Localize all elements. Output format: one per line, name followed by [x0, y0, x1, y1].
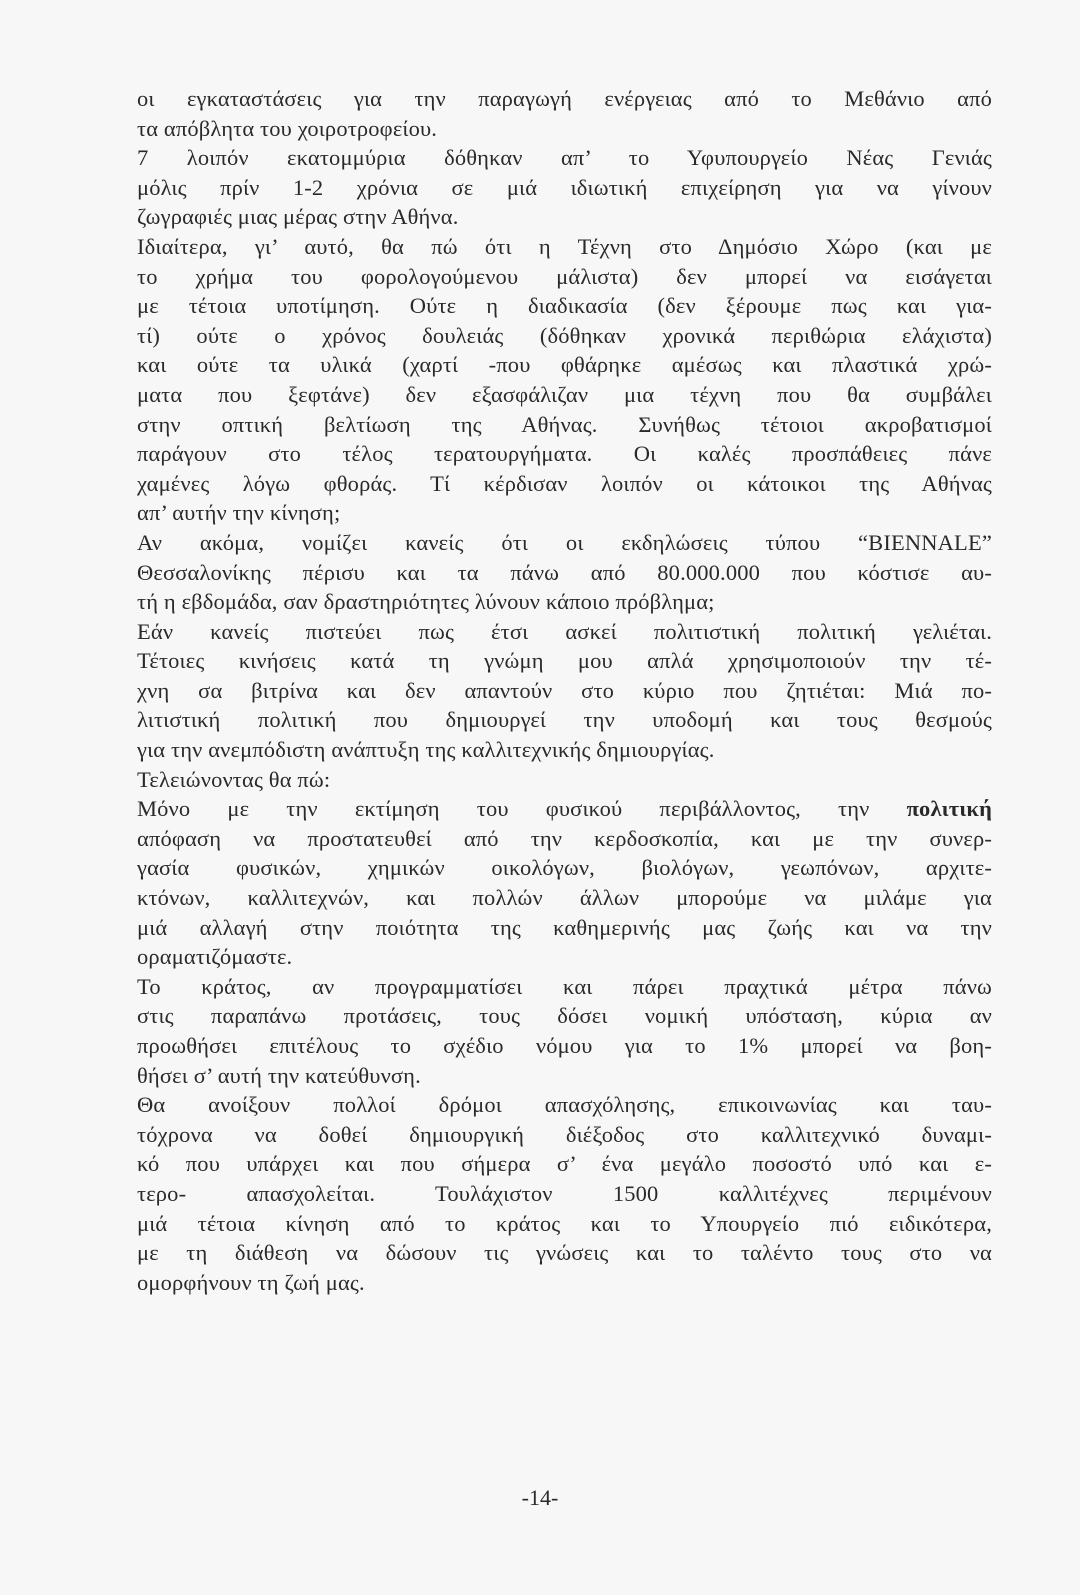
- text-line: παράγουν στο τέλος τερατουργήματα. Οι καλές προσπάθειες πάνε: [137, 441, 992, 467]
- text-line: Ιδιαίτερα, γι’ αυτό, θα πώ ότι η Τέχνη στο Δημόσιο Χώρο (και με: [137, 233, 992, 259]
- text-line: τόχρονα να δοθεί δημιουργική διέξοδος στο καλλιτεχνικό δυναμι-: [137, 1121, 992, 1147]
- text-line: Εάν κανείς πιστεύει πως έτσι ασκεί πολιτιστική πολιτική γελιέται.: [137, 618, 992, 644]
- text-line: Αν ακόμα, νομίζει κανείς ότι οι εκδηλώσεις τύπου “BIENNALE”: [137, 529, 992, 555]
- text-line: και ούτε τα υλικά (χαρτί -που φθάρηκε αμέσως και πλαστικά χρώ-: [137, 352, 992, 378]
- text-line: απόφαση να προστατευθεί από την κερδοσκοπία, και με την συνερ-: [137, 825, 992, 851]
- text-line: Τελειώνοντας θα πώ:: [137, 766, 331, 792]
- text-line: οι εγκαταστάσεις για την παραγωγή ενέργειας από το Μεθάνιο από: [137, 86, 992, 111]
- text-line: ματα που ξεφτάνε) δεν εξασφάλιζαν μια τέχνη που θα συμβάλει: [137, 381, 992, 407]
- text-line: μόλις πρίν 1-2 χρόνια σε μιά ιδιωτική επιχείρηση για να γίνουν: [137, 174, 992, 200]
- text-line: τερο- απασχολείται. Τουλάχιστον 1500 καλλιτέχνες περιμένουν: [137, 1180, 992, 1206]
- text-line: τα απόβλητα του χοιροτροφείου.: [137, 115, 438, 141]
- text-line: χνη σα βιτρίνα και δεν απαντούν στο κύριο που ζητιέται: Μιά πο-: [137, 677, 992, 703]
- text-line: στην οπτική βελτίωση της Αθήνας. Συνήθως τέτοιοι ακροβατισμοί: [137, 411, 992, 437]
- text-line: χαμένες λόγω φθοράς. Τί κέρδισαν λοιπόν οι κάτοικοι της Αθήνας: [137, 470, 992, 496]
- text-line: Τέτοιες κινήσεις κατά τη γνώμη μου απλά χρησιμοποιούν την τέ-: [137, 648, 992, 674]
- text-line: τί) ούτε ο χρόνος δουλειάς (δόθηκαν χρονικά περιθώρια ελάχιστα): [137, 322, 992, 348]
- text-segment: Μόνο με την εκτίμηση του φυσικού περιβάλλοντος, την: [137, 796, 907, 822]
- text-line: μιά τέτοια κίνηση από το κράτος και το Υπουργείο πιό ειδικότερα,: [137, 1210, 992, 1236]
- text-line: προωθήσει επιτέλους το σχέδιο νόμου για το 1% μπορεί να βοη-: [137, 1033, 992, 1058]
- text-line: ομορφήνουν τη ζωή μας.: [137, 1269, 365, 1295]
- text-line: με τέτοια υποτίμηση. Ούτε η διαδικασία (δεν ξέρουμε πως και για-: [137, 293, 992, 319]
- text-line: ζωγραφιές μιας μέρας στην Αθήνα.: [137, 204, 459, 230]
- text-line: μιά αλλαγή στην ποιότητα της καθημερινής μας ζωής και να την: [137, 914, 992, 940]
- text-line: θήσει σ’ αυτή την κατεύθυνση.: [137, 1062, 421, 1088]
- text-line: για την ανεμπόδιστη ανάπτυξη της καλλιτεχνικής δημιουργίας.: [137, 737, 715, 763]
- text-line: Θεσσαλονίκης πέρισυ και τα πάνω από 80.000.000 που κόστισε αυ-: [137, 559, 992, 585]
- text-line: γασία φυσικών, χημικών οικολόγων, βιολόγων, γεωπόνων, αρχιτε-: [137, 855, 992, 881]
- text-line: τή η εβδομάδα, σαν δραστηριότητες λύνουν κάποιο πρόβλημα;: [137, 589, 715, 615]
- text-line: απ’ αυτήν την κίνηση;: [137, 500, 341, 526]
- text-line: λιτιστική πολιτική που δημιουργεί την υποδομή και τους θεσμούς: [137, 707, 992, 733]
- bold-emphasis: πολιτική: [906, 796, 992, 822]
- text-line: οραματιζόμαστε.: [137, 944, 293, 970]
- text-line: κό που υπάρχει και που σήμερα σ’ ένα μεγάλο ποσοστό υπό και ε-: [137, 1151, 992, 1177]
- page-number: -14-: [521, 1485, 559, 1510]
- text-line: κτόνων, καλλιτεχνών, και πολλών άλλων μπορούμε να μιλάμε για: [137, 885, 992, 911]
- text-line: στις παραπάνω προτάσεις, τους δόσει νομική υπόσταση, κύρια αν: [137, 1003, 992, 1029]
- text-line-with-bold: [137, 794, 992, 824]
- text-line: Θα ανοίξουν πολλοί δρόμοι απασχόλησης, επικοινωνίας και ταυ-: [137, 1092, 992, 1118]
- text-line: 7 λοιπόν εκατομμύρια δόθηκαν απ’ το Υφυπουργείο Νέας Γενιάς: [137, 145, 992, 171]
- text-line: Το κράτος, αν προγραμματίσει και πάρει πραχτικά μέτρα πάνω: [137, 973, 992, 999]
- document-body: [137, 84, 992, 1297]
- text-line: το χρήμα του φορολογούμενου μάλιστα) δεν μπορεί να εισάγεται: [137, 263, 992, 289]
- text-line: με τη διάθεση να δώσουν τις γνώσεις και το ταλέντο τους στο να: [137, 1240, 992, 1266]
